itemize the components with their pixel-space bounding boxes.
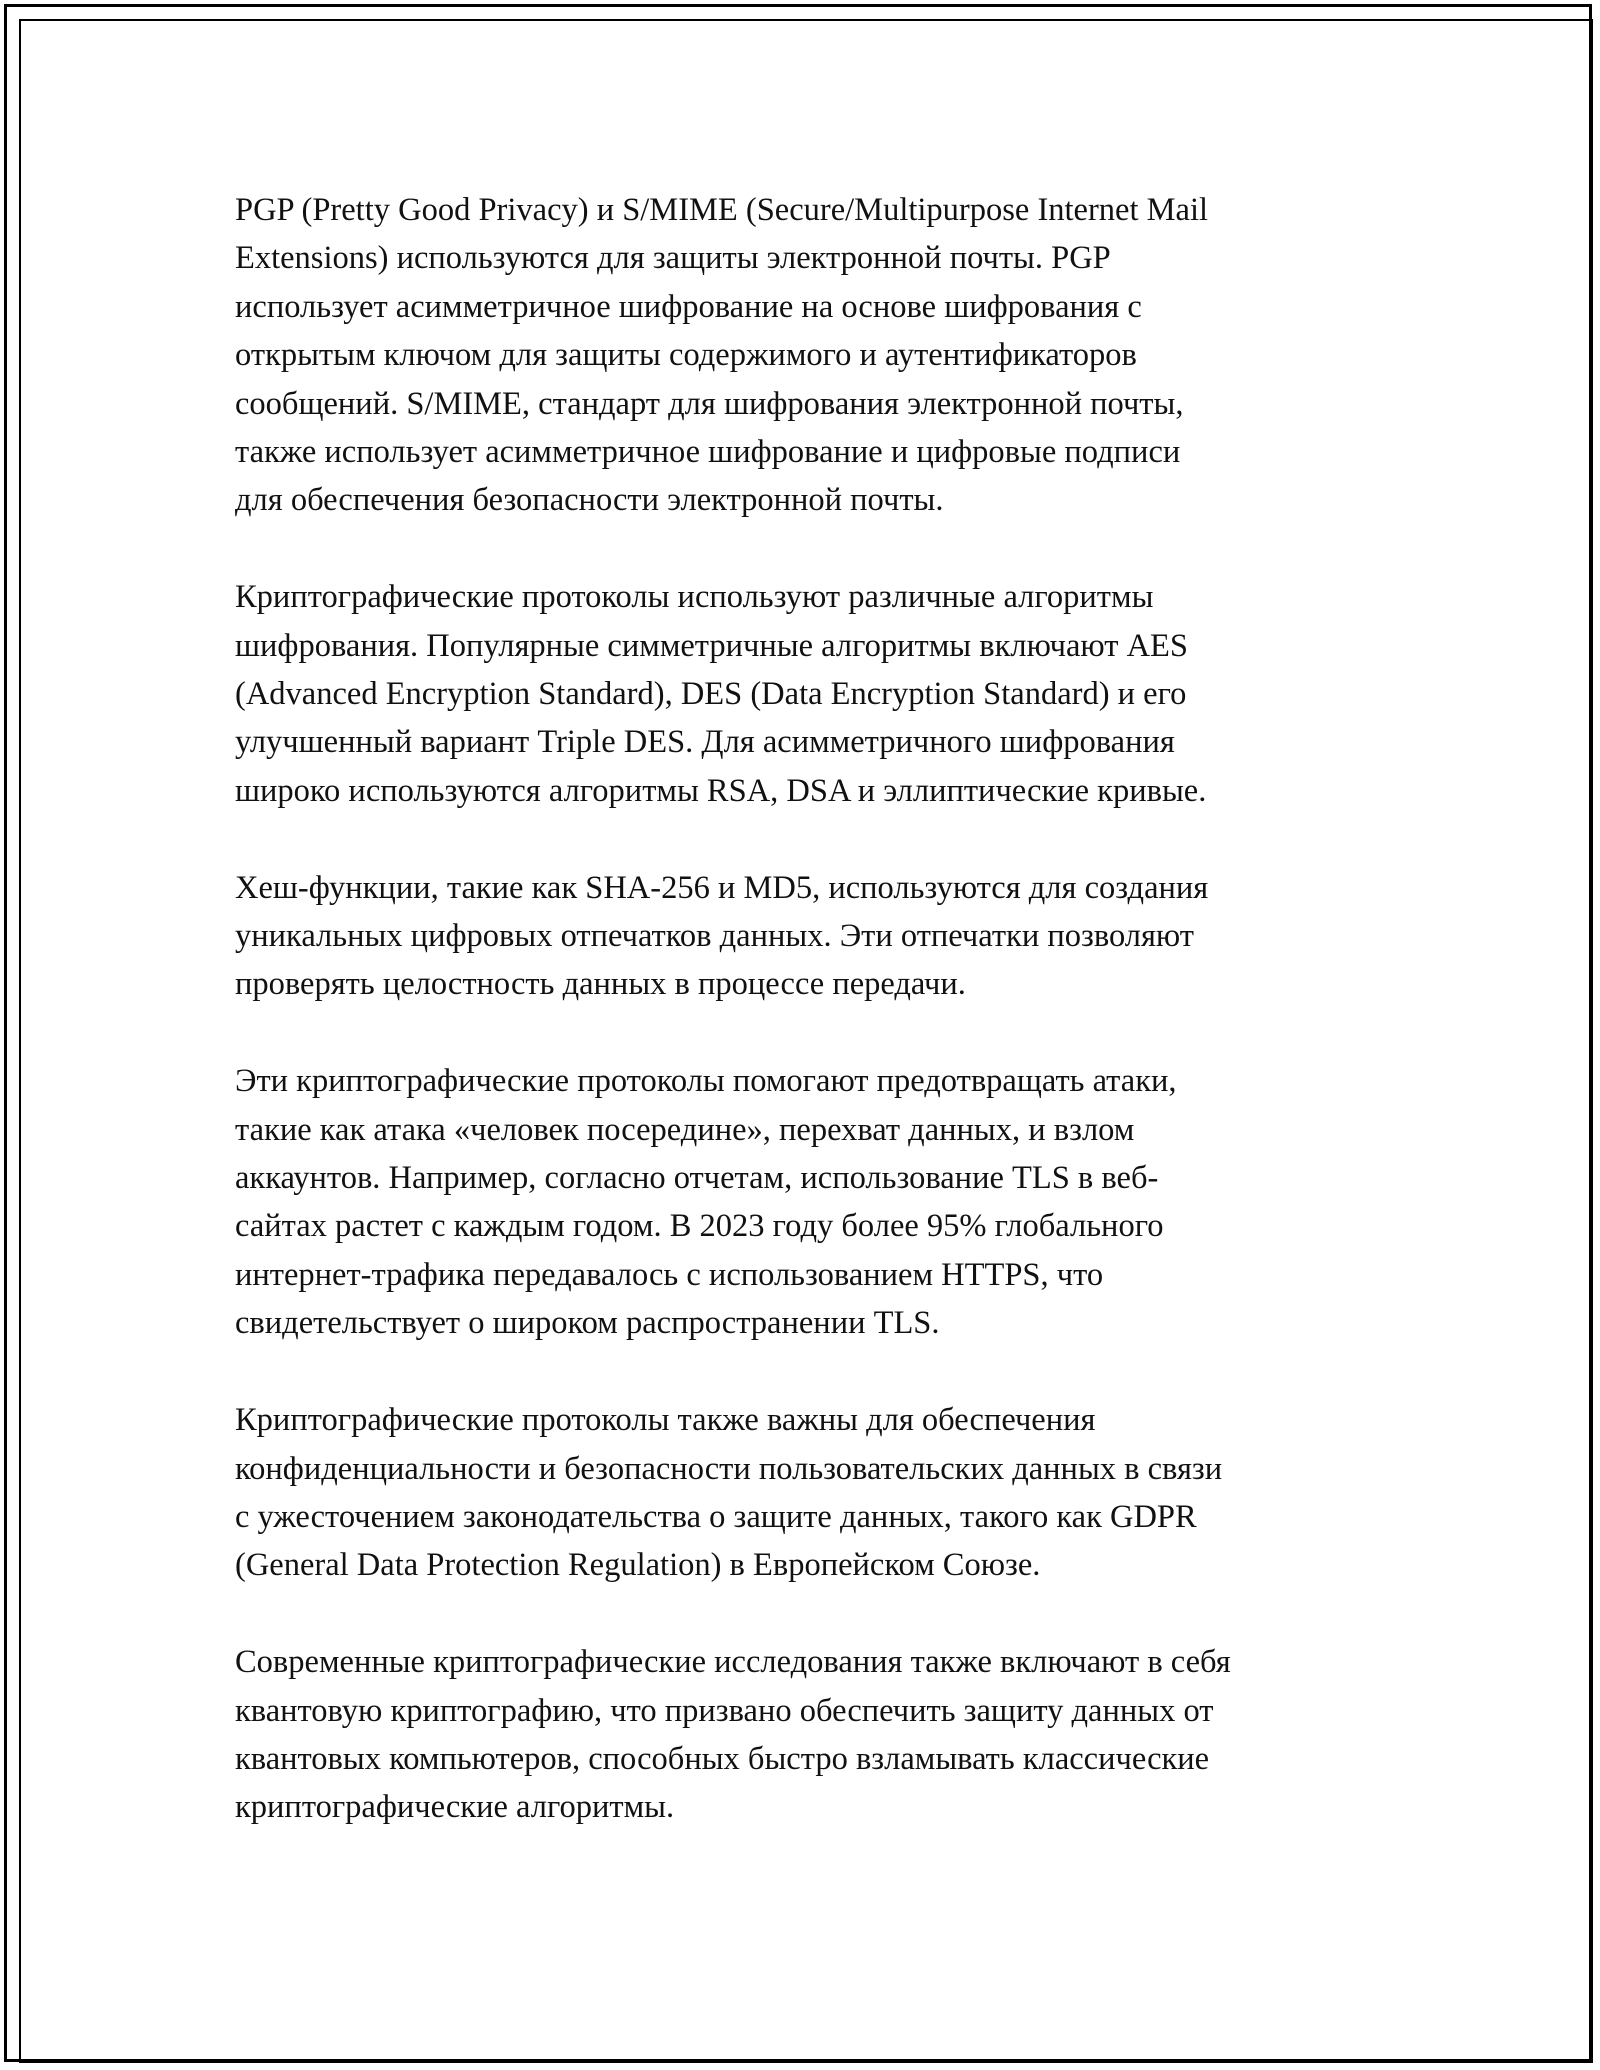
paragraph-email-encryption: PGP (Pretty Good Privacy) и S/MIME (Secure/Multipurpose Internet Mail Extensions) используются для защиты электронной почты. PGP использует асимметричное шифрование на основе шифрования с открытым ключом для защиты содержимого и аутентификаторов сообщений. S/MIME, стандарт для шифрования электронной почты, также использует асимметричное шифрование и цифровые подписи для обеспечения безопасности электронной почты. (235, 192, 1209, 519)
paragraph-hash-functions: Хеш-функции, такие как SHA-256 и MD5, используются для создания уникальных цифровых отпечатков данных. Эти отпечатки позволяют проверять целостность данных в процессе передачи. (235, 869, 1209, 1003)
paragraph-data-protection: Криптографические протоколы также важны для обеспечения конфиденциальности и безопасности пользовательских данных в связи с ужесточением законодательства о защите данных, такого как GDPR (General Data Protection Regulation) в Европейском Союзе. (235, 1402, 1223, 1584)
paragraph-attack-prevention: Эти криптографические протоколы помогают предотвращать атаки, такие как атака «человек посередине», перехват данных, и взлом аккаунтов. Например, согласно отчетам, использование TLS в веб- сайтах растет с каждым годом. В 2023 году более 95% глобального интернет-трафика передавалось с использованием HTTPS, что свидетельствует о широком распространении TLS. (235, 1063, 1177, 1342)
document-body (235, 186, 1385, 1880)
paragraph-encryption-algorithms: Криптографические протоколы используют различные алгоритмы шифрования. Популярные симметричные алгоритмы включают AES (Advanced Encryption Standard), DES (Data Encryption Standard) и его улучшенный вариант Triple DES. Для асимметричного шифрования широко используются алгоритмы RSA, DSA и эллиптические кривые. (235, 579, 1207, 809)
paragraph-quantum-cryptography: Современные криптографические исследования также включают в себя квантовую криптографию, что призвано обеспечить защиту данных от квантовых компьютеров, способных быстро взламывать классические криптографические алгоритмы. (235, 1644, 1231, 1826)
